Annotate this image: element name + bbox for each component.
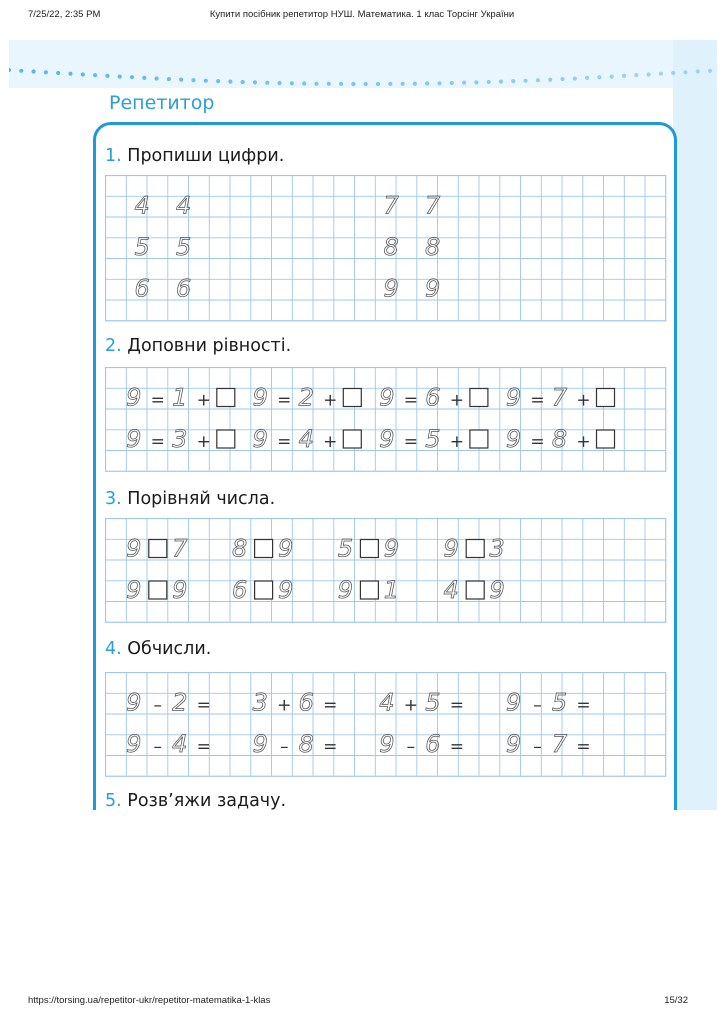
math-sign: – <box>280 737 289 757</box>
traced-digit: 5 <box>175 233 192 261</box>
answer-box <box>466 540 484 558</box>
wave-dot <box>93 73 97 77</box>
traced-digit: 7 <box>551 383 568 412</box>
wave-dot <box>376 82 380 86</box>
task-4-text: Обчисли. <box>127 639 212 659</box>
print-footer <box>0 995 724 1009</box>
wave-dot <box>351 82 355 86</box>
traced-digit: 9 <box>443 534 459 563</box>
wave-dot <box>179 78 183 82</box>
answer-box <box>360 581 378 599</box>
traced-digit: 9 <box>424 274 441 303</box>
traced-digit: 8 <box>383 233 399 261</box>
math-sign: + <box>323 432 338 452</box>
math-sign: + <box>277 695 292 716</box>
wave-dot <box>44 70 48 74</box>
wave-dot <box>130 75 134 79</box>
traced-digit: 4 <box>172 730 188 758</box>
answer-box <box>343 430 361 448</box>
math-sign: = <box>323 695 338 716</box>
math-sign: = <box>403 390 419 411</box>
answer-box <box>343 389 361 407</box>
traced-digit: 6 <box>425 730 441 758</box>
math-sign: = <box>530 432 545 452</box>
wave-dot <box>536 78 540 82</box>
math-sign: – <box>153 695 163 716</box>
wave-dot <box>327 82 331 86</box>
answer-box <box>470 430 488 448</box>
traced-digit: 5 <box>337 534 354 563</box>
print-date: 7/25/22, 2:35 PM <box>28 9 101 20</box>
math-sign: – <box>153 737 163 757</box>
math-sign: = <box>323 737 338 757</box>
wave-dot <box>388 82 392 86</box>
math-sign: = <box>277 390 292 411</box>
traced-digit: 9 <box>383 534 400 563</box>
traced-digit: 9 <box>505 425 522 453</box>
wave-dot <box>118 75 122 79</box>
wave-dot <box>19 69 23 73</box>
math-sign: = <box>277 432 292 452</box>
traced-digit: 9 <box>379 730 395 758</box>
traced-digit: 7 <box>424 191 441 220</box>
wave-dot <box>560 77 564 81</box>
traced-digit: 1 <box>172 383 188 412</box>
wave-dot <box>524 79 528 83</box>
traced-digit: 9 <box>379 425 395 453</box>
wave-dot <box>105 74 109 78</box>
wave-dot <box>228 80 232 84</box>
traced-digit: 9 <box>126 688 142 717</box>
traced-digit: 4 <box>379 688 395 717</box>
task-3-number: 3. <box>105 489 122 509</box>
traced-digit: 5 <box>425 688 441 717</box>
wave-dot <box>437 81 441 85</box>
traced-digit: 9 <box>277 534 294 563</box>
math-sign: = <box>403 432 419 452</box>
traced-digit: 9 <box>379 383 395 412</box>
traced-digit: 3 <box>172 425 188 453</box>
wave-dot <box>696 69 700 73</box>
wave-dot <box>474 80 478 84</box>
traced-digit: 9 <box>337 576 354 604</box>
task-4-title <box>105 639 211 659</box>
wave-dot <box>167 77 171 81</box>
traced-digit: 3 <box>489 534 505 563</box>
wave-dot <box>413 82 417 86</box>
math-sign: = <box>530 390 545 411</box>
wave-dot <box>241 80 245 84</box>
wave-dot <box>573 76 577 80</box>
answer-box <box>217 389 235 407</box>
answer-box <box>597 430 615 448</box>
answer-box <box>255 540 273 558</box>
math-sign: = <box>150 432 165 452</box>
wave-dot <box>585 76 589 80</box>
print-page-number: 15/32 <box>664 995 688 1006</box>
math-sign: = <box>150 390 165 411</box>
traced-digit: 9 <box>505 688 522 717</box>
traced-digit: 8 <box>298 730 314 758</box>
print-header <box>0 0 724 30</box>
traced-digit: 9 <box>126 425 142 453</box>
math-sign: + <box>196 390 211 411</box>
traced-digit: 9 <box>505 383 522 412</box>
math-sign: + <box>576 390 591 411</box>
task-1-number: 1. <box>105 146 122 166</box>
answer-box <box>149 540 167 558</box>
task-3-text: Порівняй числа. <box>127 489 276 509</box>
traced-digit: 9 <box>489 576 505 604</box>
wave-dot <box>487 80 491 84</box>
wave-dot <box>683 70 687 74</box>
traced-digit: 9 <box>277 576 294 604</box>
wave-dot <box>253 80 257 84</box>
task-2-text: Доповни рівності. <box>127 336 292 356</box>
print-title: Купити посібник репетитор НУШ. Математика. 1 клас Торсінг України <box>209 9 515 20</box>
traced-digit: 8 <box>424 233 441 261</box>
traced-digit: 6 <box>175 274 192 303</box>
wave-dot <box>708 69 712 73</box>
right-band <box>673 40 717 810</box>
traced-digit: 4 <box>175 191 192 220</box>
wave-dot <box>511 79 515 83</box>
wave-dot <box>278 81 282 85</box>
traced-digit: 7 <box>172 534 188 563</box>
math-sign: = <box>449 695 465 716</box>
task-4-number: 4. <box>105 639 122 659</box>
traced-digit: 4 <box>443 576 459 604</box>
traced-digit: 6 <box>231 576 248 604</box>
worksheet-page <box>9 40 717 810</box>
math-sign: + <box>323 390 338 411</box>
math-sign: = <box>576 695 591 716</box>
wave-dot <box>142 76 146 80</box>
wave-dot <box>364 82 368 86</box>
traced-digit: 9 <box>252 730 268 758</box>
wave-dot <box>450 81 454 85</box>
task-2-grid <box>105 367 667 473</box>
wave-dot <box>610 75 614 79</box>
task-5-text: Розв’яжи задачу. <box>127 791 287 810</box>
wave-dot <box>81 72 85 76</box>
task-1-title <box>105 146 284 166</box>
wave-dot <box>425 81 429 85</box>
traced-digit: 9 <box>126 534 142 563</box>
print-url: https://torsing.ua/repetitor-ukr/repetitor-matematika-1-klas <box>28 995 271 1006</box>
math-sign: = <box>196 695 211 716</box>
math-sign: = <box>576 737 591 757</box>
wave-dot <box>32 69 36 73</box>
section-header: Репетитор <box>109 92 215 114</box>
task-5-title <box>105 791 286 810</box>
traced-digit: 9 <box>172 576 188 604</box>
wave-dot <box>401 82 405 86</box>
wave-dot <box>597 75 601 79</box>
traced-digit: 2 <box>298 383 314 412</box>
math-sign: + <box>449 432 465 452</box>
wave-dot <box>671 71 675 75</box>
wave-dot <box>659 72 663 76</box>
answer-box <box>470 389 488 407</box>
math-sign: – <box>533 737 542 757</box>
task-2-title <box>105 336 291 356</box>
answer-box <box>255 581 273 599</box>
traced-digit: 6 <box>298 688 314 717</box>
traced-digit: 9 <box>126 730 142 758</box>
wave-dot <box>314 82 318 86</box>
math-sign: – <box>406 737 416 757</box>
math-sign: + <box>576 432 591 452</box>
wave-dot <box>462 81 466 85</box>
math-sign: + <box>449 390 465 411</box>
wave-dot <box>339 82 343 86</box>
answer-box <box>597 389 615 407</box>
traced-digit: 3 <box>252 688 268 717</box>
wave-dot <box>68 72 72 76</box>
traced-digit: 6 <box>134 274 150 303</box>
traced-digit: 8 <box>551 425 568 453</box>
wave-dot <box>204 79 208 83</box>
math-sign: = <box>449 737 465 757</box>
traced-digit: 9 <box>252 383 268 412</box>
traced-digit: 2 <box>172 688 188 717</box>
answer-box <box>217 430 235 448</box>
traced-digit: 8 <box>231 534 248 563</box>
answer-box <box>149 581 167 599</box>
traced-digit: 4 <box>298 425 314 453</box>
wave-dot <box>634 73 638 77</box>
traced-digit: 9 <box>126 383 142 412</box>
math-sign: – <box>533 695 542 716</box>
task-4-grid <box>105 672 667 778</box>
wave-dot <box>647 72 651 76</box>
math-sign: + <box>403 695 419 716</box>
wave-dot <box>548 78 552 82</box>
traced-digit: 9 <box>252 425 268 453</box>
traced-digit: 5 <box>425 425 441 453</box>
wave-dot <box>265 81 269 85</box>
wave-dot <box>216 79 220 83</box>
answer-box <box>466 581 484 599</box>
wave-dot <box>191 78 195 82</box>
wave-dot <box>622 74 626 78</box>
top-band <box>9 40 717 88</box>
traced-digit: 7 <box>383 191 399 220</box>
task-1-grid <box>105 175 667 327</box>
traced-digit: 1 <box>383 576 400 604</box>
math-sign: + <box>196 432 211 452</box>
math-sign: = <box>196 737 211 757</box>
task-2-number: 2. <box>105 336 122 356</box>
task-3-grid <box>105 518 667 624</box>
traced-digit: 4 <box>134 191 150 220</box>
task-3-title <box>105 489 275 509</box>
wave-dot <box>499 80 503 84</box>
traced-digit: 5 <box>134 233 150 261</box>
wave-dot <box>155 76 159 80</box>
wave-dot <box>302 81 306 85</box>
traced-digit: 9 <box>126 576 142 604</box>
task-5-number: 5. <box>105 791 122 810</box>
traced-digit: 9 <box>505 730 522 758</box>
wave-dot <box>290 81 294 85</box>
traced-digit: 7 <box>551 730 568 758</box>
wave-dot <box>56 71 60 75</box>
task-1-text: Пропиши цифри. <box>127 146 285 166</box>
traced-digit: 9 <box>383 274 399 303</box>
traced-digit: 5 <box>551 688 568 717</box>
traced-digit: 6 <box>425 383 441 412</box>
answer-box <box>360 540 378 558</box>
